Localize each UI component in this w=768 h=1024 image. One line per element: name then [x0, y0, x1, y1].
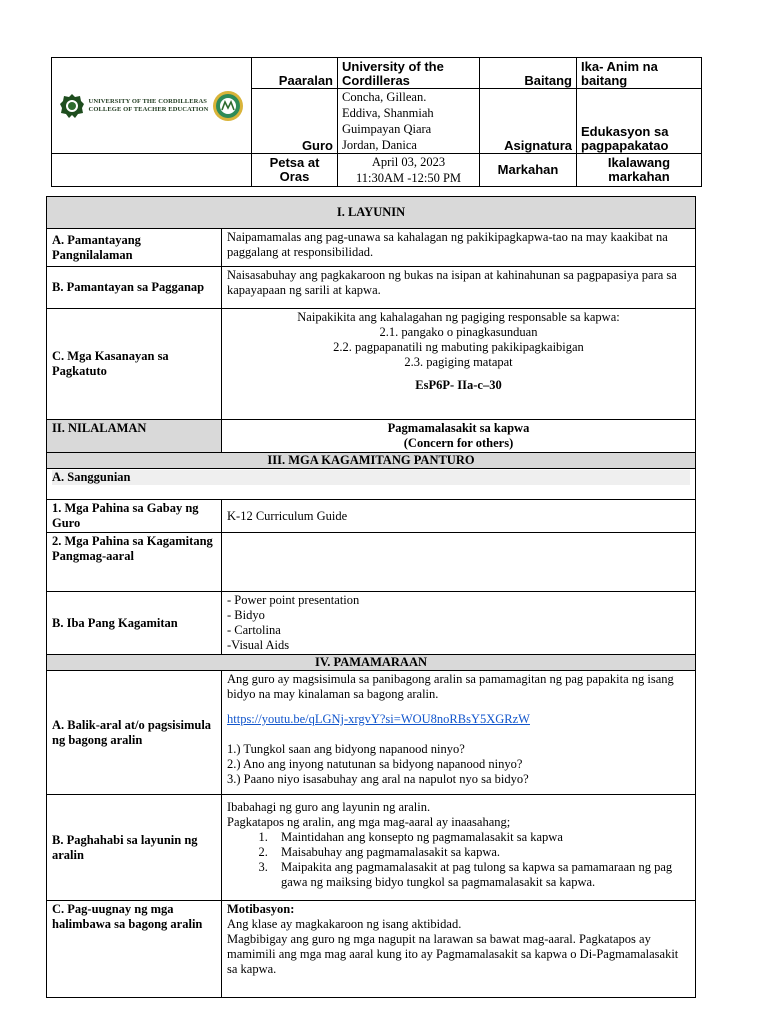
- kagamitan-heading: III. MGA KAGAMITANG PANTURO: [47, 453, 696, 469]
- pamantayan-sa-pagganap-text: Naisasabuhay ang pagkakaroon ng bukas na isipan at kahinahunan sa pagpapasiya para sa kapayapaan ng sarili at kapwa.: [222, 267, 696, 309]
- lesson-plan-table: [46, 196, 696, 998]
- kasanayan-label: C. Mga Kasanayan sa Pagkatuto: [47, 309, 222, 420]
- layunin-heading: I. LAYUNIN: [47, 197, 696, 229]
- guro-value: [338, 89, 480, 154]
- guro-line: Concha, Gillean.: [342, 90, 427, 104]
- paghahabi-intro: Pagkatapos ng aralin, ang mga mag-aaral ay inaasahang;: [227, 815, 511, 829]
- paaralan-label: Paaralan: [252, 58, 338, 89]
- list-item: 1. Maintidahan ang konsepto ng pagmamalasakit sa kapwa: [271, 830, 690, 845]
- iba-pang-kagamitan-list: [222, 592, 696, 655]
- guro-line: Jordan, Danica: [342, 138, 417, 152]
- iba-pang-kagamitan-label: B. Iba Pang Kagamitan: [47, 592, 222, 655]
- guro-line: Eddiva, Shanmiah: [342, 106, 434, 120]
- nilalaman-content: [222, 420, 696, 453]
- nilalaman-title: Pagmamalasakit sa kapwa: [387, 421, 530, 435]
- college-seal-icon: [212, 90, 244, 122]
- logo-cell: [52, 58, 252, 154]
- pamantayan-sa-pagganap-label: B. Pamantayan sa Pagganap: [47, 267, 222, 309]
- header-table: [51, 57, 702, 187]
- objectives-list: [227, 830, 690, 890]
- gabay-label: 1. Mga Pahina sa Gabay ng Guro: [47, 500, 222, 533]
- kasanayan-intro: Naipakikita ang kahalagahan ng pagiging responsable sa kapwa:: [297, 310, 620, 324]
- sanggunian-label: [47, 469, 696, 500]
- review-question: 3.) Paano niyo isasabuhay ang aral na napulot nyo sa bidyo?: [227, 772, 529, 786]
- kasanayan-content: [222, 309, 696, 420]
- motibasyon-line: Magbibigay ang guro ng mga nagupit na larawan sa bawat mag-aaral. Pagkatapos ay mamimili ang mga mag aaral kung ito ay Pagmamalasakit sa kapwa o Di-Pagmamalasakit sa kapwa.: [227, 932, 679, 976]
- review-question: 1.) Tungkol saan ang bidyong napanood ninyo?: [227, 742, 465, 756]
- balik-aral-label: A. Balik-aral at/o pagsisimula ng bagong aralin: [47, 671, 222, 795]
- list-item: -Visual Aids: [227, 638, 290, 652]
- pamantayang-pangnilalaman-label: A. Pamantayang Pangnilalaman: [47, 229, 222, 267]
- review-question: 2.) Ano ang inyong natutunan sa bidyong napanood ninyo?: [227, 757, 523, 771]
- petsa-label: Petsa at Oras: [252, 154, 338, 187]
- list-item: 3. Maipakita ang pagmamalasakit at pag tulong sa kapwa sa pamamaraan ng pag gawa ng maiksing bidyo tungkol sa pagmamalasakit sa kapwa.: [271, 860, 690, 890]
- balik-aral-intro: Ang guro ay magsisimula sa panibagong aralin sa pamamagitan ng pag papakita ng isang bidyo na may kinalaman sa bagong aralin.: [227, 672, 674, 701]
- mag-aaral-label: 2. Mga Pahina sa Kagamitang Pangmag-aaral: [47, 533, 222, 592]
- paghahabi-intro: Ibabahagi ng guro ang layunin ng aralin.: [227, 800, 431, 814]
- pag-uugnay-content: [222, 901, 696, 998]
- list-item: - Bidyo: [227, 608, 265, 622]
- motibasyon-heading: Motibasyon:: [227, 902, 295, 916]
- paghahabi-content: [222, 795, 696, 901]
- petsa-value: [338, 154, 480, 187]
- asignatura-value: Edukasyon sa pagpapakatao: [577, 89, 702, 154]
- balik-aral-content: [222, 671, 696, 795]
- motibasyon-line: Ang klase ay magkakaroon ng isang aktibidad.: [227, 917, 462, 931]
- kasanayan-item: 2.3. pagiging matapat: [404, 355, 513, 369]
- list-item: - Cartolina: [227, 623, 281, 637]
- baitang-value: Ika- Anim na baitang: [577, 58, 702, 89]
- pamamaraan-heading: IV. PAMAMARAAN: [47, 655, 696, 671]
- gabay-value: K-12 Curriculum Guide: [222, 500, 696, 533]
- petsa-date: April 03, 2023: [371, 155, 446, 169]
- guro-line: Guimpayan Qiara: [342, 122, 432, 136]
- university-seal-icon: [59, 93, 85, 119]
- competency-code: EsP6P- IIa-c–30: [415, 378, 502, 392]
- list-item: 2. Maisabuhay ang pagmamalasakit sa kapwa.: [271, 845, 690, 860]
- sanggunian-text: A. Sanggunian: [52, 470, 690, 485]
- video-link[interactable]: https://youtu.be/qLGNj-xrgvY?si=WOU8noRBsY5XGRzW: [227, 712, 530, 726]
- logo-text: [89, 98, 209, 114]
- markahan-value: Ikalawang markahan: [577, 154, 702, 187]
- petsa-time: 11:30AM -12:50 PM: [355, 171, 462, 185]
- nilalaman-label: II. NILALAMAN: [47, 420, 222, 453]
- pag-uugnay-label: C. Pag-uugnay ng mga halimbawa sa bagong aralin: [47, 901, 222, 998]
- kasanayan-item: 2.2. pagpapanatili ng mabuting pakikipagkaibigan: [333, 340, 584, 354]
- pamantayang-pangnilalaman-text: Naipamamalas ang pag-unawa sa kahalagan ng pakikipagkapwa-tao na may kaakibat na paggalang at responsibilidad.: [222, 229, 696, 267]
- nilalaman-subtitle: (Concern for others): [403, 436, 514, 450]
- asignatura-label: Asignatura: [480, 89, 577, 154]
- kasanayan-item: 2.1. pangako o pinagkasunduan: [379, 325, 538, 339]
- paaralan-value: University of the Cordilleras: [338, 58, 480, 89]
- mag-aaral-value: [222, 533, 696, 592]
- baitang-label: Baitang: [480, 58, 577, 89]
- guro-label: Guro: [252, 89, 338, 154]
- paghahabi-label: B. Paghahabi sa layunin ng aralin: [47, 795, 222, 901]
- header-blank-cell: [52, 154, 252, 187]
- logo-text-line2: COLLEGE OF TEACHER EDUCATION: [88, 105, 209, 113]
- logo-text-line1: UNIVERSITY OF THE CORDILLERAS: [88, 97, 207, 105]
- list-item: - Power point presentation: [227, 593, 360, 607]
- markahan-label: Markahan: [480, 154, 577, 187]
